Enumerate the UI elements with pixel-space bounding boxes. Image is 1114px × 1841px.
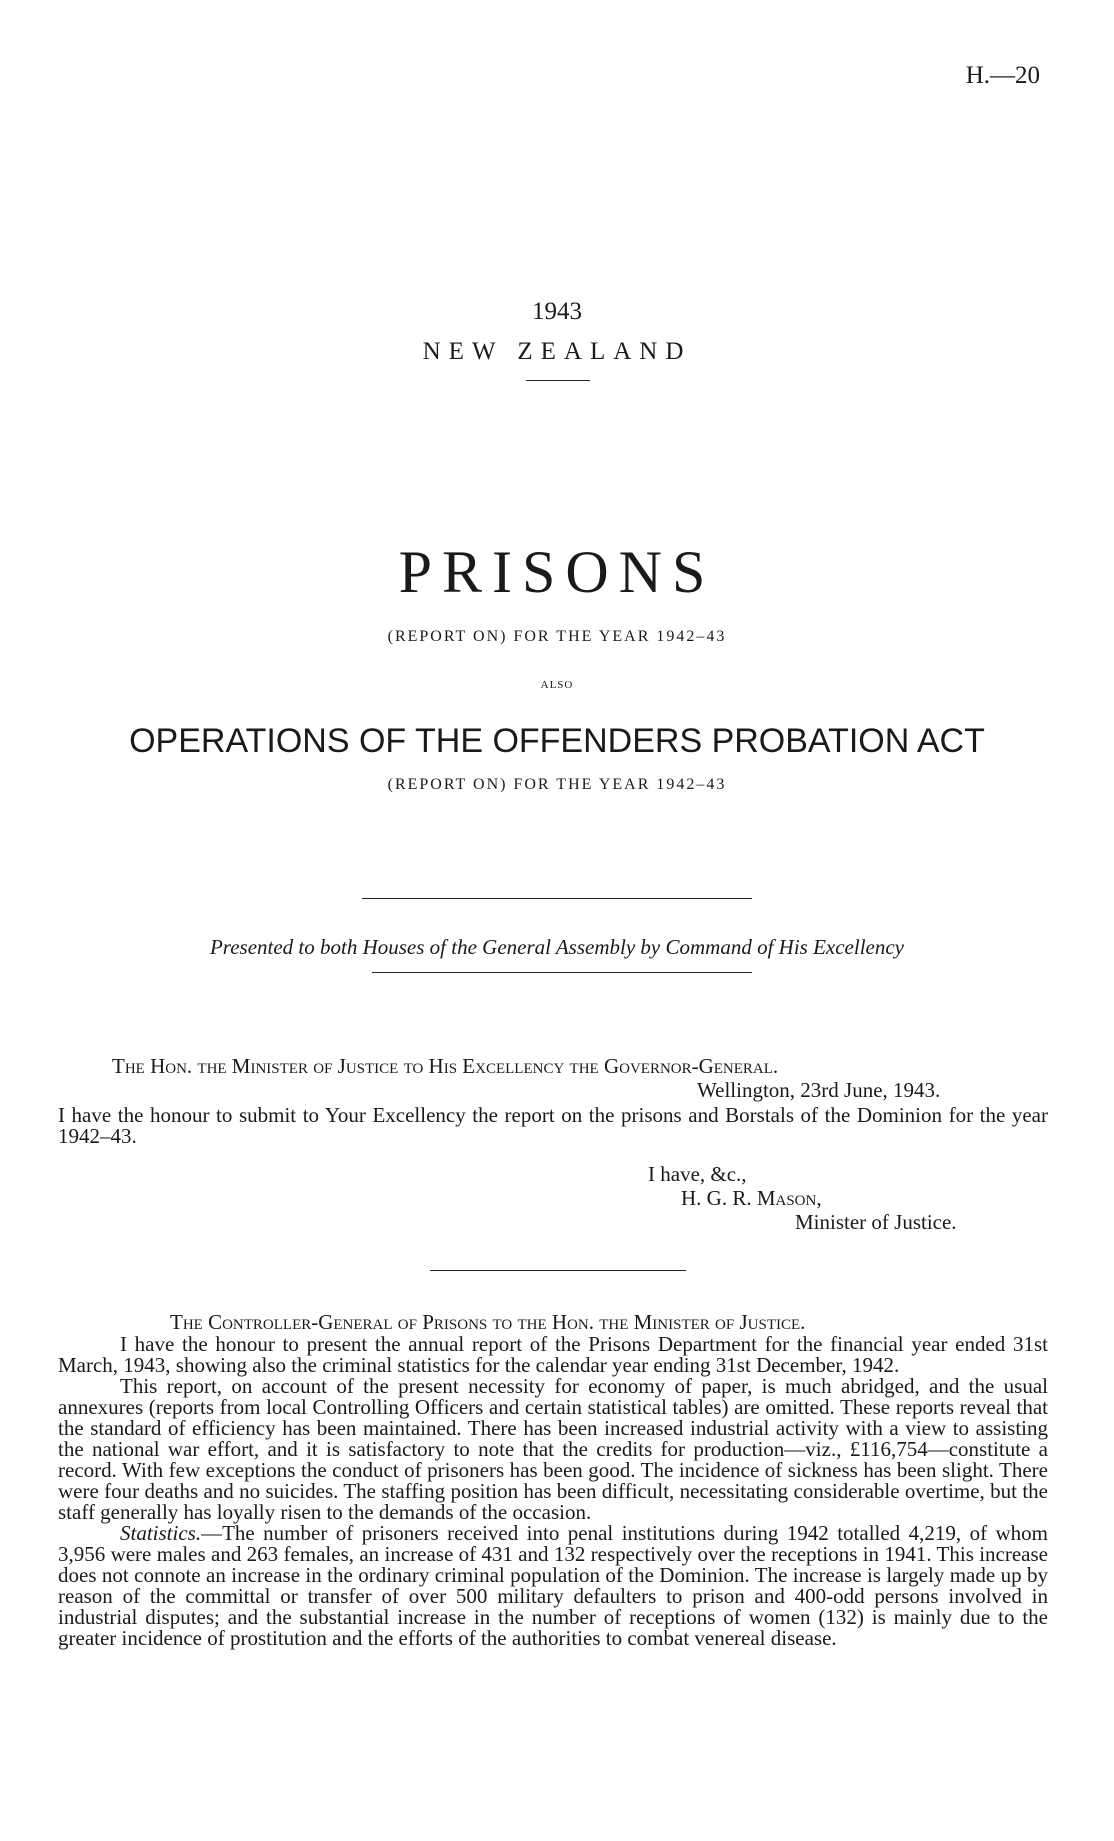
report-subtitle: (REPORT ON) FOR THE YEAR 1942–43 xyxy=(387,628,727,645)
statistics-heading: Statistics. xyxy=(120,1521,202,1545)
letter-1-signatory-title: Minister of Justice. xyxy=(795,1210,957,1234)
divider-upper xyxy=(362,898,752,899)
second-report-subtitle: (REPORT ON) FOR THE YEAR 1942–43 xyxy=(387,776,727,793)
letter-2-body xyxy=(58,1334,1048,1649)
divider-letters xyxy=(430,1270,686,1271)
report-title: PRISONS xyxy=(398,539,716,605)
second-report-title: OPERATIONS OF THE OFFENDERS PROBATION ACT xyxy=(129,722,985,760)
letter-1-address: The Hon. the Minister of Justice to His Excellency the Governor-General. xyxy=(112,1054,779,1078)
statistics-text: —The number of prisoners received into penal institutions during 1942 totalled 4,219, of whom 3,956 were males and 263 females, an increase of 431 and 132 respectively over the receptions in 1941. This increase does not connote an increase in the ordinary criminal population of the Dominion. The increase is largely made up by reason of the committal or transfer of over 500 military defaulters to prison and 400-odd persons involved in industrial disputes; and the substantial increase in the number of receptions of women (132) is mainly due to the greater incidence of prostitution and the efforts of the authorities to combat venereal disease. xyxy=(58,1521,1048,1650)
divider-short xyxy=(526,380,590,381)
publication-year: 1943 xyxy=(532,298,582,325)
letter-2-statistics-paragraph xyxy=(58,1523,1048,1649)
letter-1-place-date: Wellington, 23rd June, 1943. xyxy=(697,1078,941,1102)
letter-1-body xyxy=(58,1105,1048,1147)
letter-2-address: The Controller-General of Prisons to the Hon. the Minister of Justice. xyxy=(170,1310,806,1334)
page-reference: H.—20 xyxy=(965,62,1040,89)
letter-1-closing: I have, &c., xyxy=(648,1162,747,1186)
letter-1-paragraph: I have the honour to submit to Your Excellency the report on the prisons and Borstals of the Dominion for the year 1942–43. xyxy=(58,1103,1048,1148)
also-label: ALSO xyxy=(540,679,574,691)
presentation-statement: Presented to both Houses of the General Assembly by Command of His Excellency xyxy=(209,935,904,959)
letter-2-paragraph-2: This report, on account of the present necessity for economy of paper, is much abridged, and the usual annexures (reports from local Controlling Officers and certain statistical tables) are omitted. These reports reveal that the standard of efficiency has been maintained. There has been increased industrial activity with a view to assisting the national war effort, and it is satisfactory to note that the credits for production—viz., £116,754—constitute a record. With few exceptions the conduct of prisoners has been good. The incidence of sickness has been slight. There were four deaths and no suicides. The staffing position has been difficult, necessitating considerable overtime, but the staff generally has loyally risen to the demands of the occasion. xyxy=(58,1374,1048,1524)
country-heading: NEW ZEALAND xyxy=(422,338,692,365)
divider-lower xyxy=(372,972,752,973)
letter-2-paragraph-1: I have the honour to present the annual report of the Prisons Department for the financial year ended 31st March, 1943, showing also the criminal statistics for the calendar year ending 31st December, 1942. xyxy=(58,1332,1048,1377)
letter-1-signatory: H. G. R. Mason, xyxy=(681,1186,822,1210)
